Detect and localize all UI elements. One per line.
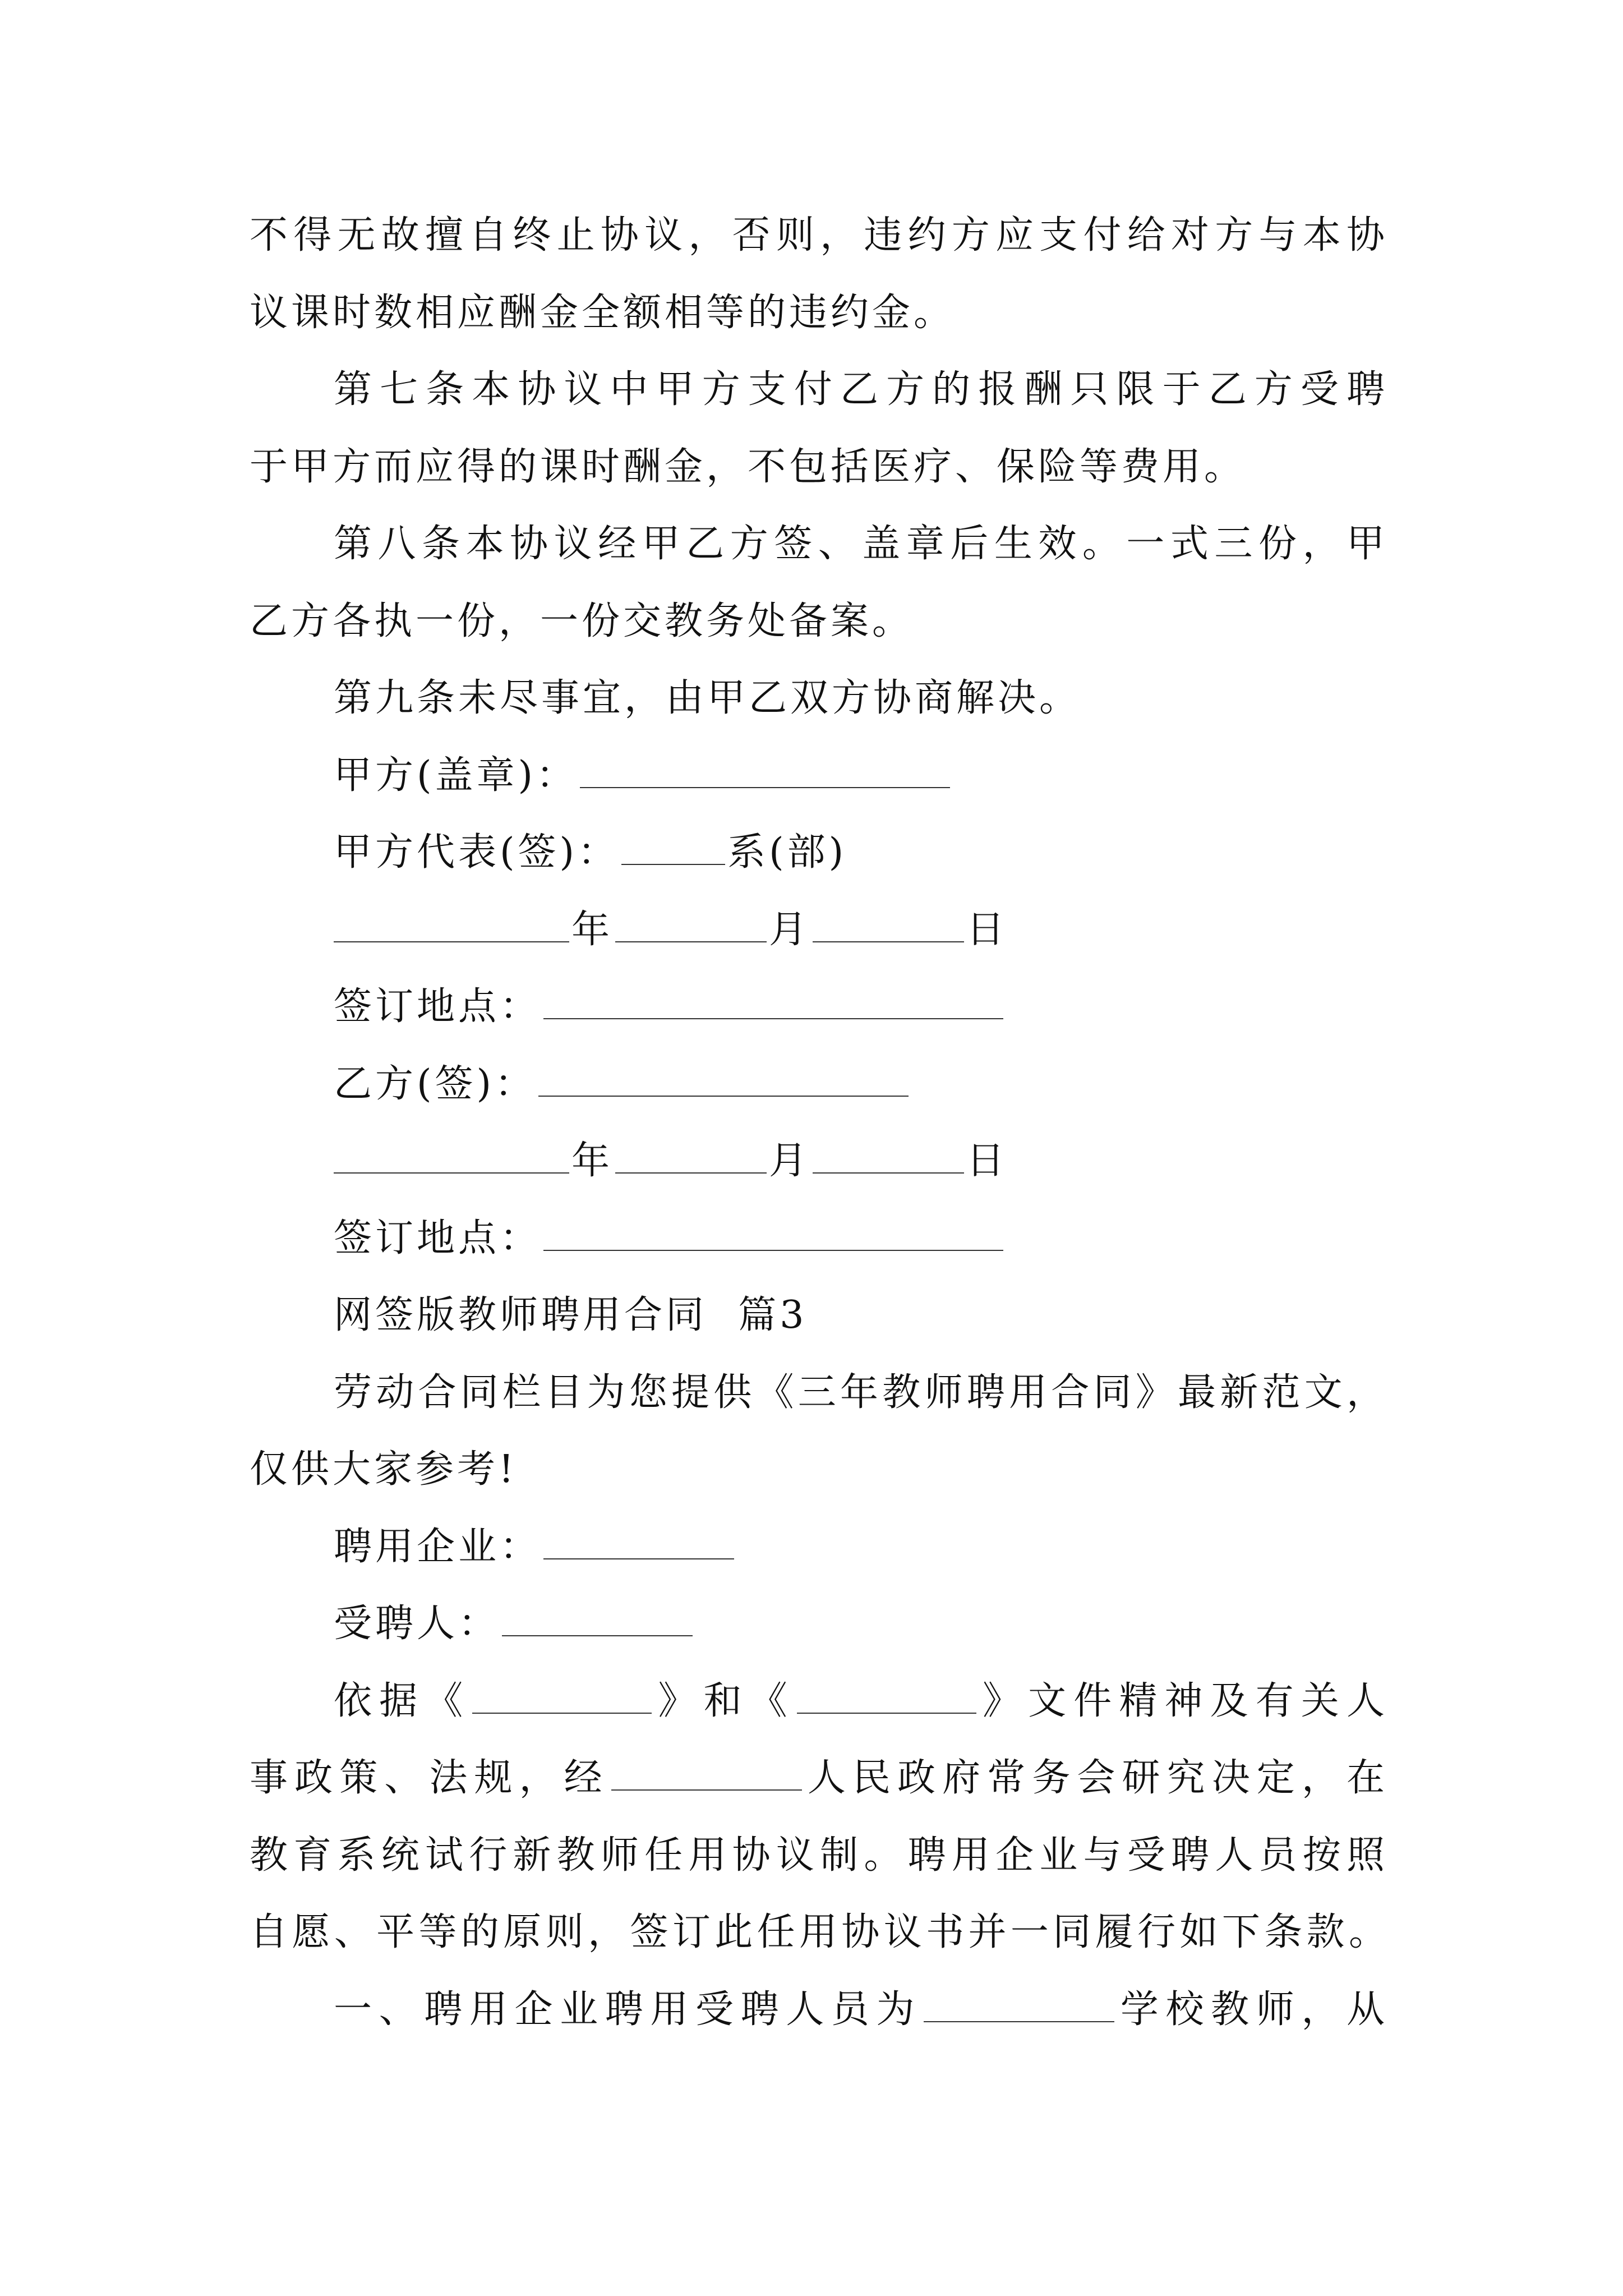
party-a-rep-blank bbox=[621, 829, 725, 865]
signing-place-blank bbox=[543, 983, 1003, 1019]
text-line: 劳动合同栏目为您提供《三年教师聘用合同》最新范文， bbox=[334, 1370, 1388, 1415]
employee-blank bbox=[502, 1600, 693, 1636]
signing-place-line-b bbox=[334, 1211, 1006, 1267]
text-fragment: 人民政府常务会研究决定，在 bbox=[804, 1756, 1388, 1800]
year-blank bbox=[334, 1138, 569, 1174]
text-line bbox=[250, 1750, 1388, 1806]
department-label: 系(部) bbox=[727, 830, 847, 875]
text-line: 于甲方而应得的课时酬金，不包括医疗、保险等费用。 bbox=[250, 445, 1246, 489]
text-line: 乙方各执一份，一份交教务处备案。 bbox=[250, 599, 914, 643]
text-line: 不得无故擅自终止协议，否则，违约方应支付给对方与本协 bbox=[250, 213, 1388, 257]
year-label: 年 bbox=[571, 908, 614, 952]
day-label: 日 bbox=[966, 1139, 1008, 1183]
clause-8: 第八条本协议经甲乙方签、盖章后生效。一式三份，甲 bbox=[334, 522, 1388, 566]
text-fragment: 事政策、法规，经 bbox=[250, 1756, 609, 1800]
signing-place-label: 签订地点： bbox=[334, 984, 542, 1029]
signing-place-line-a bbox=[334, 979, 1006, 1035]
month-blank bbox=[615, 1138, 767, 1174]
employer-label: 聘用企业： bbox=[334, 1525, 542, 1569]
clause-9: 第九条未尽事宜，由甲乙双方协商解决。 bbox=[334, 676, 1081, 720]
party-a-seal-label: 甲方(盖章)： bbox=[334, 753, 578, 798]
text-fragment: 一、聘用企业聘用受聘人员为 bbox=[334, 1987, 922, 2032]
employer-blank bbox=[543, 1524, 734, 1559]
text-fragment: 》文件精神及有关人 bbox=[978, 1679, 1388, 1723]
day-label: 日 bbox=[966, 908, 1008, 952]
month-label: 月 bbox=[769, 1139, 811, 1183]
party-a-seal-line bbox=[334, 748, 952, 804]
text-fragment: 学校教师，从 bbox=[1117, 1987, 1388, 2032]
section-heading: 网签版教师聘用合同 篇3 bbox=[334, 1293, 808, 1337]
school-blank bbox=[924, 1986, 1114, 2022]
date-line-b bbox=[334, 1133, 1008, 1189]
text-line bbox=[334, 1982, 1388, 2038]
text-fragment: 》和《 bbox=[654, 1679, 795, 1723]
signing-place-label: 签订地点： bbox=[334, 1216, 542, 1260]
document-blank-2 bbox=[797, 1678, 976, 1714]
employer-line bbox=[334, 1519, 736, 1575]
party-b-sign-line bbox=[334, 1056, 911, 1112]
text-fragment: 依据《 bbox=[334, 1679, 471, 1723]
text-line: 自愿、平等的原则，签订此任用协议书并一同履行如下条款。 bbox=[250, 1910, 1388, 1954]
day-blank bbox=[813, 907, 964, 942]
government-blank bbox=[611, 1755, 802, 1791]
text-line: 教育系统试行新教师任用协议制。聘用企业与受聘人员按照 bbox=[250, 1833, 1388, 1878]
employee-label: 受聘人： bbox=[334, 1602, 500, 1646]
party-b-sign-label: 乙方(签)： bbox=[334, 1062, 537, 1106]
employee-line bbox=[334, 1596, 695, 1652]
month-blank bbox=[615, 907, 767, 942]
date-line-a bbox=[334, 902, 1008, 958]
text-line: 议课时数相应酬金全额相等的违约金。 bbox=[250, 291, 956, 335]
day-blank bbox=[813, 1138, 964, 1174]
party-a-seal-blank bbox=[580, 752, 950, 788]
clause-7: 第七条本协议中甲方支付乙方的报酬只限于乙方受聘 bbox=[334, 367, 1388, 412]
year-label: 年 bbox=[571, 1139, 614, 1183]
signing-place-blank bbox=[543, 1215, 1003, 1251]
document-blank-1 bbox=[472, 1678, 652, 1714]
year-blank bbox=[334, 907, 569, 942]
text-line bbox=[334, 1673, 1388, 1729]
month-label: 月 bbox=[769, 908, 811, 952]
party-a-rep-line bbox=[334, 825, 847, 881]
party-b-sign-blank bbox=[538, 1061, 909, 1097]
party-a-rep-label: 甲方代表(签)： bbox=[334, 830, 620, 875]
text-line: 仅供大家参考! bbox=[250, 1447, 518, 1492]
